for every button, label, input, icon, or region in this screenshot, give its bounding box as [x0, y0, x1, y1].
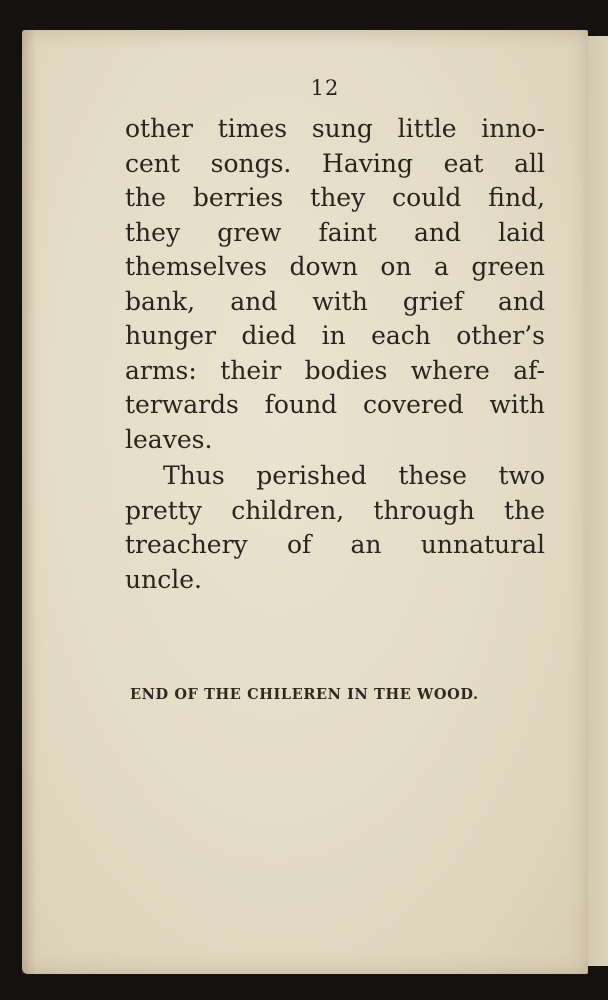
text-line: themselves down on a green	[125, 252, 545, 281]
text-line: pretty children, through the	[125, 495, 545, 525]
text-line: Thus perished these two	[163, 461, 545, 490]
text-line: uncle.	[125, 564, 202, 594]
paragraph-2	[125, 459, 545, 597]
page-text	[125, 76, 545, 597]
end-note: END OF THE CHILEREN IN THE WOOD.	[130, 686, 479, 703]
text-line: treachery of an unnatural	[125, 530, 545, 559]
text-line: bank, and with grief and	[125, 286, 545, 316]
text-line: leaves.	[125, 424, 213, 454]
text-line: they grew faint and laid	[125, 217, 545, 247]
text-line: hunger died in each other’s	[125, 321, 545, 350]
text-line: cent songs. Having eat all	[125, 148, 545, 178]
page-number: 12	[310, 76, 340, 100]
text-line: terwards found covered with	[125, 390, 545, 419]
text-line: the berries they could find,	[125, 183, 545, 212]
text-line: other times sung little inno-	[125, 114, 545, 143]
text-line: arms: their bodies where af-	[125, 355, 545, 385]
paragraph-1	[125, 112, 545, 457]
